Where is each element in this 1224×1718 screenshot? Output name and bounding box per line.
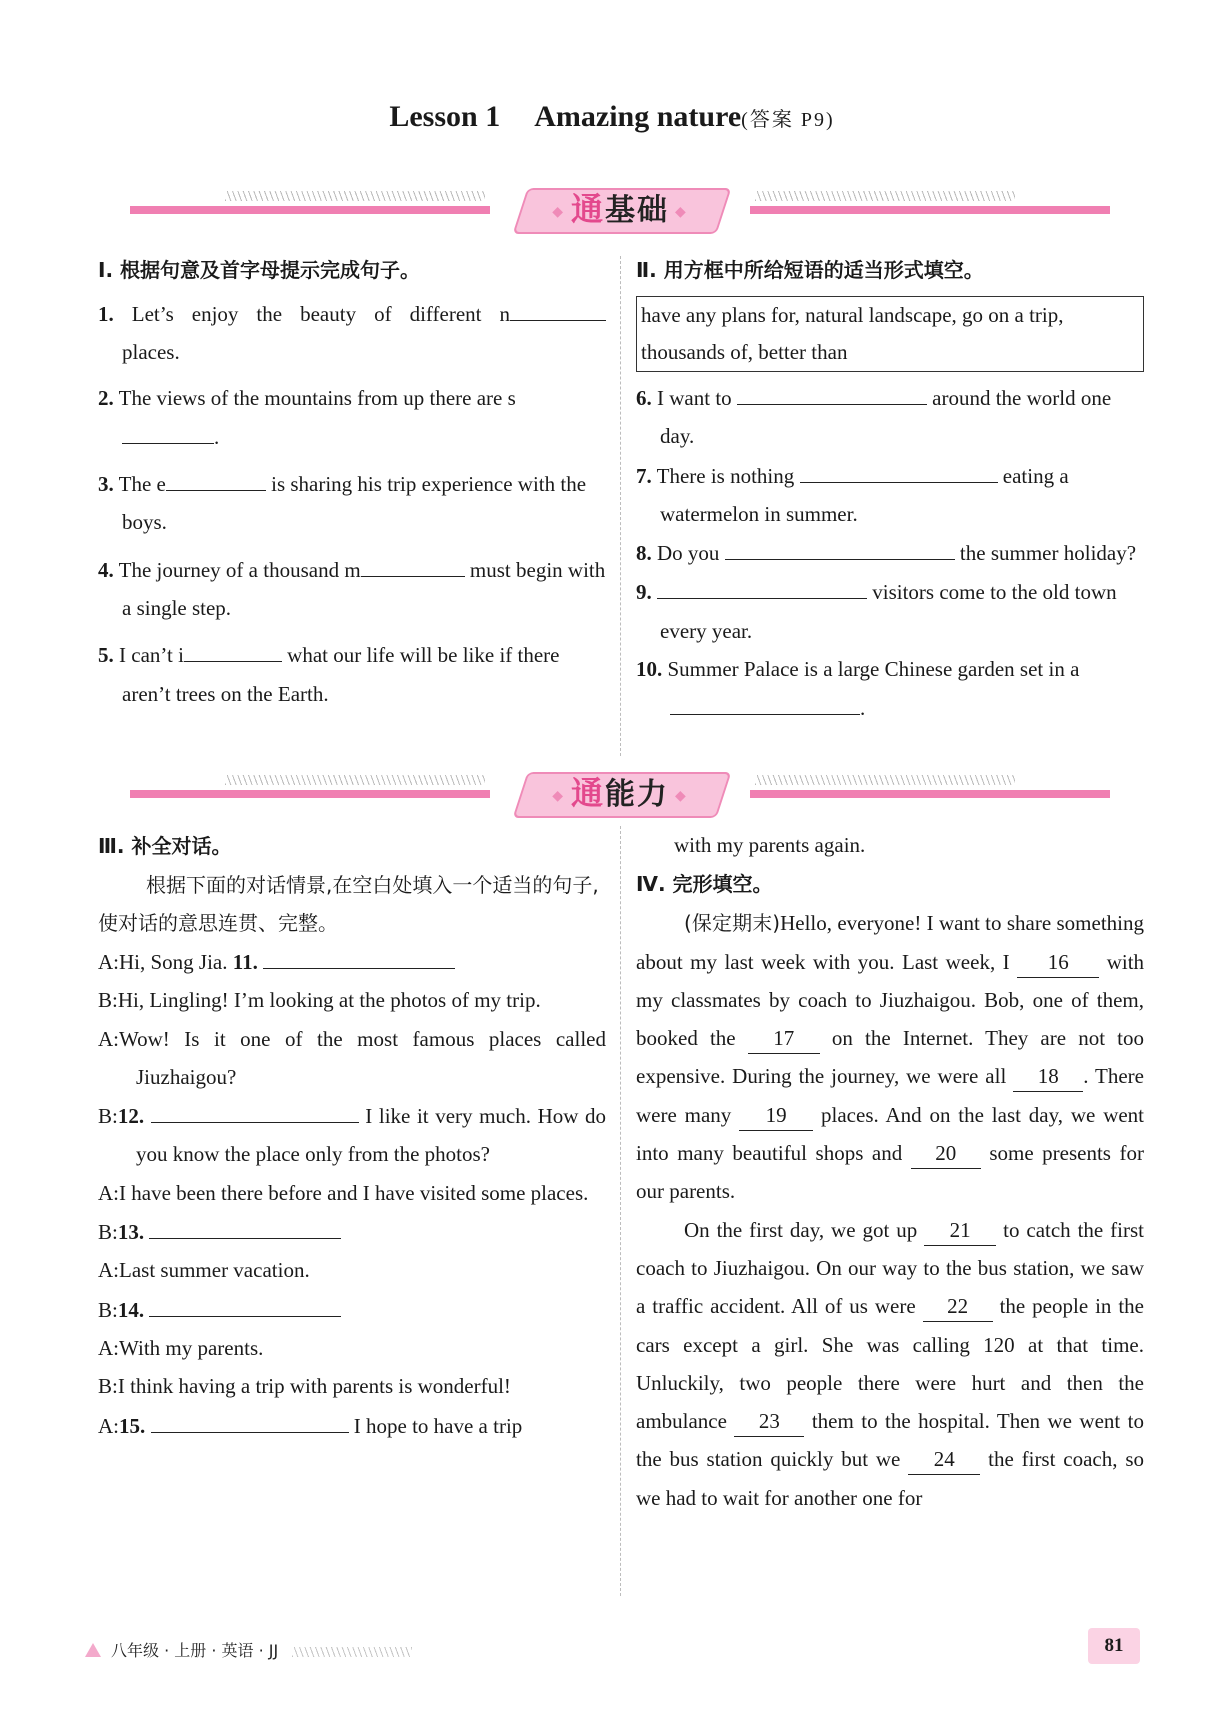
answer-blank-14[interactable] [149,1290,341,1317]
page-number: 81 [1088,1628,1140,1664]
question-3: 3. The e is sharing his trip experience with the boys. [98,464,606,542]
cloze-blank-21[interactable]: 21 [924,1215,996,1246]
answer-blank-12[interactable] [151,1096,359,1123]
cloze-blank-20[interactable]: 20 [911,1138,981,1169]
answer-blank-4[interactable] [361,550,465,577]
cloze-blank-24[interactable]: 24 [908,1444,980,1475]
cloze-paragraph-1: (保定期末)Hello, everyone! I want to share something about my last week with you. Last week, I 16 with my classmates by coach to Jiuzhaigou. Bob, one of them, booked the 17 on the Internet. They are not too expensive. During the journey, we were all 18 . There were many 19 places. And on the last day, we went into many beautiful shops and 20 some presents for our parents. [636,911,1145,1204]
section-3-instruction: 根据下面的对话情景,在空白处填入一个适当的句子,使对话的意思连贯、完整。 [98,873,599,935]
section-2 [636,250,1144,728]
dialogue-line-10: B:I think having a trip with parents is wonderful! [98,1374,511,1399]
section-3-heading: Ⅲ. 补全对话。 [98,834,232,858]
cloze-blank-22[interactable]: 22 [923,1291,993,1322]
answer-blank-3[interactable] [166,464,266,491]
page-title [0,100,1224,134]
question-7: 7. There is nothing eating a watermelon in summer. [636,456,1144,534]
question-9: 9. visitors come to the old town every year. [636,572,1144,650]
answer-blank-8[interactable] [725,533,955,560]
column-divider-top [620,256,621,756]
section-3 [98,826,606,1445]
dialogue-continuation: with my parents again. [674,833,866,857]
answer-blank-9[interactable] [657,572,867,599]
question-8: 8. Do you the summer holiday? [636,533,1144,572]
dialogue-line-7: A:Last summer vacation. [98,1258,310,1283]
cloze-blank-17[interactable]: 17 [748,1023,820,1054]
section-1-heading: Ⅰ. 根据句意及首字母提示完成句子。 [98,258,421,282]
answer-blank-11[interactable] [263,942,455,969]
footer-grade-text: 八年级 · 上册 · 英语 · JJ [111,1641,279,1660]
section-4-heading: Ⅳ. 完形填空。 [636,872,773,897]
answer-blank-10[interactable] [670,688,860,715]
banner-accent: 通 [570,190,605,228]
dialogue-line-1: A:Hi, Song Jia. 11. [98,942,606,981]
triangle-icon [85,1643,101,1657]
dialogue-line-9: A:With my parents. [98,1335,264,1360]
answer-blank-13[interactable] [149,1212,341,1239]
lesson-number: Lesson 1 [389,100,501,133]
dialogue-line-6: B:13. [98,1212,606,1251]
question-10: 10. Summer Palace is a large Chinese garden set in a . [636,657,1080,721]
answer-blank-7[interactable] [800,456,998,483]
section-2-heading: Ⅱ. 用方框中所给短语的适当形式填空。 [636,258,984,282]
cloze-paragraph-2: On the first day, we got up 21 to catch the first coach to Jiuzhaigou. On our way to the bus station, we saw a traffic accident. All of us were 22 the people in the cars except a girl. She was calling 120 at that time. Unluckily, two people there were hurt and then the ambulance 23 them to the hospital. Then we went to the bus station quickly but we 24 the first coach, so we had to wait for another one for [636,1211,1144,1517]
section-banner-basics: ◆ 通基础 ◆ [130,186,1110,236]
dialogue-line-5: A:I have been there before and I have visited some places. [98,1180,589,1205]
banner-label: 能力 [605,777,669,812]
dialogue-line-3: A:Wow! Is it one of the most famous places called Jiuzhaigou? [98,1026,606,1089]
cloze-source: (保定期末) [684,911,781,936]
section-banner-ability: ◆ 通能力 ◆ [130,770,1110,820]
dialogue-line-11: A:15. I hope to have a trip [98,1406,606,1445]
section-4 [636,826,1144,1517]
answer-blank-5[interactable] [184,635,282,662]
answer-blank-1[interactable] [510,294,606,321]
dialogue-line-8: B:14. [98,1290,606,1329]
cloze-blank-16[interactable]: 16 [1017,947,1099,978]
question-6: 6. I want to around the world one day. [636,378,1144,456]
answer-reference: (答案 P9) [741,109,835,131]
cloze-blank-18[interactable]: 18 [1013,1061,1083,1092]
question-1: 1. Let’s enjoy the beauty of different n [98,294,606,333]
answer-blank-2[interactable] [122,417,214,444]
dialogue-line-2: B:Hi, Lingling! I’m looking at the photos of my trip. [98,988,541,1013]
cloze-blank-19[interactable]: 19 [739,1100,813,1131]
question-5: 5. I can’t i what our life will be like if there aren’t trees on the Earth. [98,635,606,713]
dialogue-line-4: B:12. I like it very much. How do you know the place only from the photos? [98,1096,606,1174]
answer-blank-6[interactable] [737,378,927,405]
question-1-cont: places. [122,340,180,365]
question-4: 4. The journey of a thousand m must begin with a single step. [98,550,606,628]
lesson-name: Amazing nature [534,100,742,133]
phrase-box: have any plans for, natural landscape, go on a trip, thousands of, better than [636,296,1144,372]
section-1 [98,250,606,713]
answer-blank-15[interactable] [151,1406,349,1433]
banner-accent: 通 [570,774,605,812]
column-divider-bottom [620,826,621,1596]
footer [85,1638,412,1661]
banner-label: 基础 [605,193,669,228]
cloze-blank-23[interactable]: 23 [734,1406,804,1437]
question-2: 2. The views of the mountains from up there are s. [98,385,516,449]
